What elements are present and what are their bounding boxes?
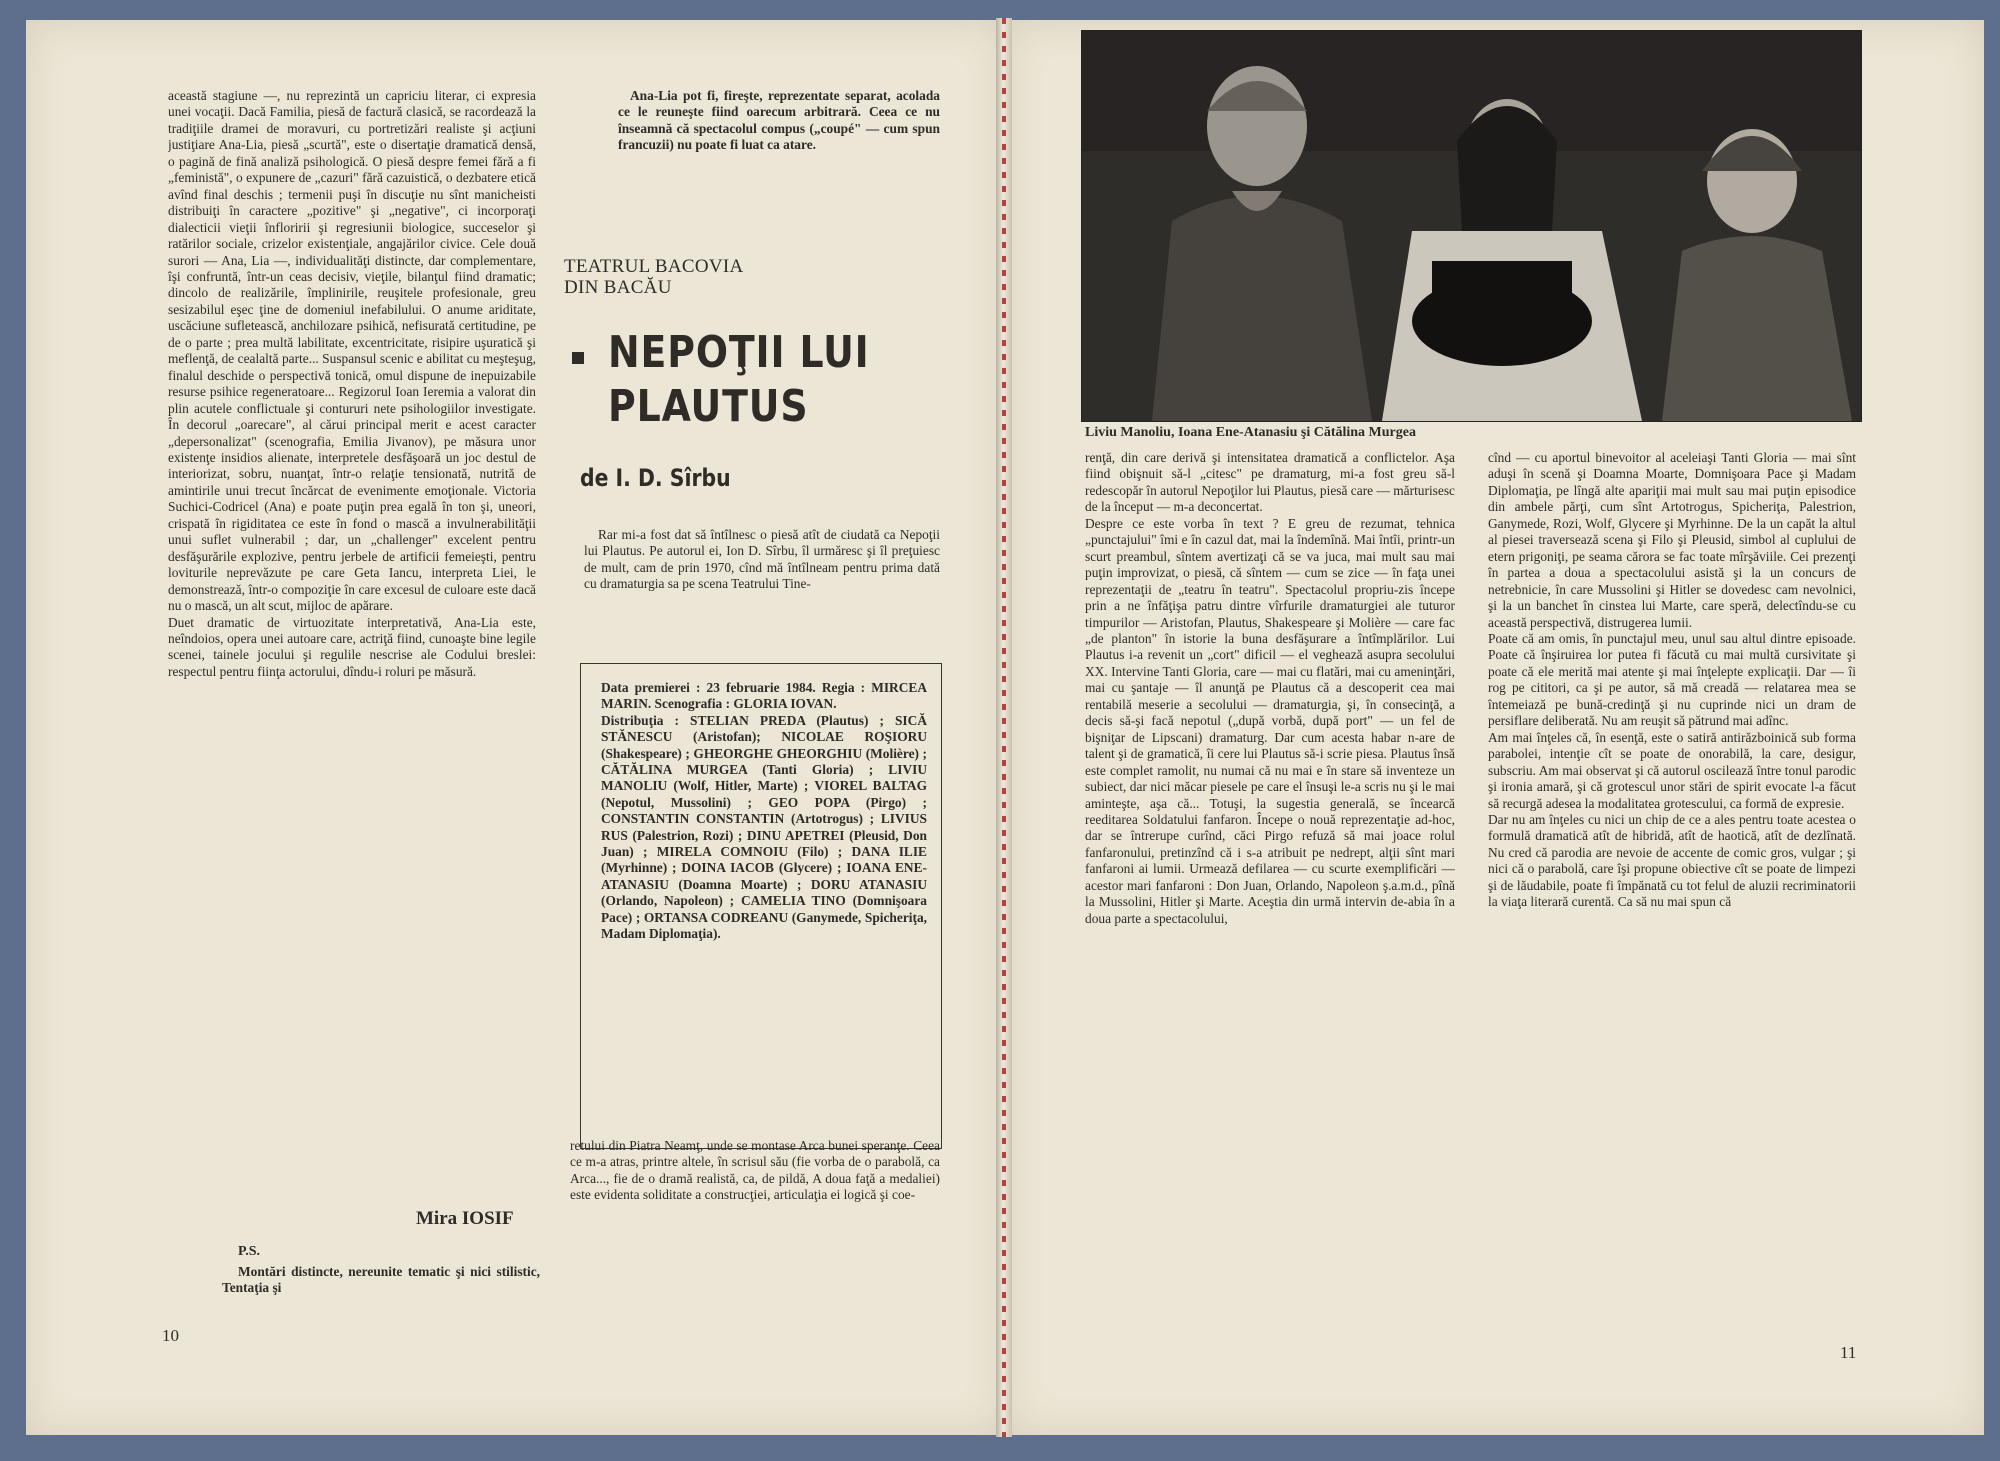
signature: Mira IOSIF: [416, 1208, 514, 1229]
right-page-number: 11: [1840, 1343, 1857, 1362]
article-intro: Rar mi-a fost dat să întîlnesc o piesă atît de ciudată ca Nepoţii lui Plautus. Pe autorul ei, Ion D. Sîrbu, îl urmăresc şi îl preţuiesc de mult, cam de prin 1970, cînd mă întîlneam pentru prima dată cu dramaturgia sa pe scena Teatrului Tine-: [584, 527, 940, 592]
theatre-name: TEATRUL BACOVIA DIN BACĂU: [564, 256, 744, 298]
author-byline: de I. D. Sîrbu: [580, 464, 731, 492]
title-line-2: PLAUTUS: [608, 381, 809, 432]
title-bullet: [572, 352, 584, 364]
title-line-1: NEPOŢII LUI: [608, 327, 870, 378]
photo-caption: Liviu Manoliu, Ioana Ene-Atanasiu şi Cătălina Murgea: [1085, 425, 1416, 440]
right-column-1: renţă, din care derivă şi intensitatea dramatică a conflictelor. Aşa fiind obişnuit să-l „citesc" pe dramaturg, mi-a fost greu să-l redescopăr în autorul Nepoţilor lui Plautus, piesă care — mărturisesc de la început — m-a deconcertat. Despre ce este vorba în text ? E greu de rezumat, tehnica „punctajului" îmi e în cazul dat, mai la îndemînă. Mai întîi, printr-un scurt preambul, sîntem avertizaţi că se va juca, mai mult sau mai puţin improvizat, o piesă, că sîntem — cum se zice — în faţa unei reprezentaţii de „teatru în teatru". Spectacolul propriu-zis începe prin a ne înfăţişa patru dintre vîrfurile dramaturgiei ale tuturor timpurilor — Aristofan, Plautus, Shakespeare şi Molière — care fac „de planton" în istorie la buna desfăşurare a întîmplărilor. Lui Plautus i-a revenit un „cort" dificil — el veghează asupra secolului XX. Intervine Tanti Gloria, care — mai cu flatări, mai cu ameninţări, mai cu şantaje — îl anunţă pe Plautus că a descoperit cea mai rentabilă meserie a secolului — dramaturgia, şi, în consecinţă, a decis să-şi facă nepotul („după vorbă, după port" — un fel de bişniţar de Lipscani) dramaturg. Dar cum acesta habar n-are de talent şi de gramatică, îi cere lui Plautus să-i scrie piesa. Plautus însă este complet ramolit, nu numai că nu mai e în stare să inventeze un subiect, dar nici măcar piesele pe care el însuşi le-a scris nu şi le mai aminteşte, aşa că... Totuşi, la sugestia generală, se încearcă reeditarea Soldatului fanfaron. Începe o nouă reprezentaţie ad-hoc, dar se întrerupe curînd, căci Pirgo refuză să mai joace rolul fanfaronului, pretinzînd că i s-a atribuit pe nedrept, alţii sînt mari fanfaroni ai lumii. Urmează defilarea — cu scurte exemplificări — acestor mari fanfaroni : Don Juan, Orlando, Napoleon ş.a.m.d., pînă la Mussolini, Hitler şi Marte. Aceştia din urmă intervin de-abia în a doua parte a spectacolului,: [1085, 450, 1455, 926]
article-title: [608, 326, 938, 438]
ps-label: P.S.: [238, 1244, 261, 1259]
left-page-number: 10: [162, 1326, 179, 1345]
production-photo: [1081, 30, 1862, 422]
ps-text: Montări distincte, nereunite tematic şi nici stilistic, Tentaţia şi: [222, 1264, 540, 1296]
spine-stitching: [1002, 18, 1006, 1437]
left-column-text: această stagiune —, nu reprezintă un capriciu literar, ci expresia unei vocaţii. Dacă Familia, piesă de factură clasică, se racordează la tradiţiile dramei de moravuri, cu portretizări realiste şi acţiuni justiţiare Ana-Lia, piesă „scurtă", este o disertaţie dramatică densă, o pagină de fină analiză psihologică. O piesă despre femei fără a fi „feministă", o expunere de „cazuri" fără cazuistică, o dezbatere etică avînd final deschis ; termenii puşi în discuţie nu sînt manicheisti distribuiţi în caractere „pozitive" şi „negative", ci incorporaţi dialecticii vieţii înfloririi şi regresiunii biologice, succeselor şi ratărilor sociale, crizelor existenţiale, angajărilor civice. Cele două surori — Ana, Lia —, individualităţi distincte, dar complementare, îşi confruntă, într-un ceas decisiv, vieţile, bilanţul fiind dramatic; dincolo de realizările, împlinirile, reuşitele profesionale, greu sesizabilul eşec ţine de domeniul inefabilului. O anume ariditate, uscăciune sufletească, anchilozare psihică, nefisurată certitudine, pe de o parte ; prea multă labilitate, excentricitate, risipire uşuratică şi meflenţă, de cealaltă parte... Suspansul scenic e abilitat cu meşteşug, finalul deschide o perspectivă tonică, omul dispune de inepuizabile resurse psihice regeneratoare... Regizorul Ioan Ieremia a valorat din plin acutele conflictuale şi contururi nete psihologiilor investigate. În decorul „oarecare", al cărui principal merit e acest caracter „depersonalizat" (scenografia, Emilia Jivanov), pe măsura unor existenţe insidios alienate, interpretele desfăşoară un joc destul de interiorizat, sobru, nuanţat, într-o relaţie tensionată, nutrită de amintirile unui trecut încărcat de evenimente emoţionale. Victoria Suchici-Codricel (Ana) e poate puţin prea egală în ton şi, uneori, crispată în rigiditatea ce este în fond o mască a invulnerabilităţii unui suflet vulnerabil ; dar, un „challenger" excelent pentru desfăşurările explozive, pentru jerbele de artificii femeieşti, pentru loviturile neprevăzute pe care Geta Iancu, interpreta Liei, le demonstrează, într-o compoziţie în care excesul de culoare este dacă nu o mască, un alt scut, mijloc de apărare. Duet dramatic de virtuozitate interpretativă, Ana-Lia este, neîndoios, opera unei autoare care, actriţă fiind, cunoaşte bine legile scenei, tainele jocului şi regulile nescrise ale Codului breslei: respectul pentru fiinţa actorului, dîndu-i roluri pe măsură.: [168, 88, 536, 679]
credits-box: Data premierei : 23 februarie 1984. Regia : MIRCEA MARIN. Scenografia : GLORIA IOVAN. Distribuţia : STELIAN PREDA (Plautus) ; SICĂ STĂNESCU (Aristofan); NICOLAE ROŞIORU (Shakespeare) ; GHEORGHE GHEORGHIU (Molière) ; CĂTĂLINA MURGEA (Tanti Gloria) ; LIVIU MANOLIU (Wolf, Hitler, Marte) ; VIOREL BALTAG (Nepotul, Mussolini) ; GEO POPA (Pirgo) ; CONSTANTIN CONSTANTIN (Artotrogus) ; LIVIUS RUS (Palestrion, Rozi) ; DINU APETREI (Pleusid, Don Juan) ; MIRELA COMNOIU (Filo) ; DANA ILIE (Myrhinne) ; DOINA IACOB (Glycere) ; IOANA ENE-ATANASIU (Doamna Moarte) ; DORU ATANASIU (Orlando, Napoleon) ; CAMELIA TINO (Domnişoara Pace) ; ORTANSA CODREANU (Ganymede, Spicheriţa, Madam Diplomaţia).: [580, 663, 942, 1149]
right-column-2: cînd — cu aportul binevoitor al aceleiaşi Tanti Gloria — mai sînt aduşi în scenă şi Doamna Moarte, Domnişoara Pace şi Madam Diplomaţia, pe lîngă alte apariţii mai mult sau mai puţin episodice din ambele părţi, cum sînt Artotrogus, Spicheriţa, Palestrion, Ganymede, Rozi, Wolf, Glycere şi Myrhinne. De la un capăt la altul al piesei traversează scena şi Filo şi Pleusid, simbol al cuplului de etern prigoniţi, pe seama cărora se fac toate mîrşăviile. Cei prezenţi în partea a doua a spectacolului asistă şi la un concurs de netrebnicie, în care Mussolini şi Hitler se dovedesc cam nevolnici, şi la un banchet în cinstea lui Marte, care speră, delectîndu-se cu această perspectivă, distrugerea lumii. Poate că am omis, în punctajul meu, unul sau altul dintre episoade. Poate că înşiruirea lor putea fi făcută cu mai multă cursivitate şi poate că ele merită mai atente şi mai înţelepte explicaţii. Dar — îi rog pe cititori, ca şi pe autor, să mă creadă — relatarea mea se întemeiază pe bună-credinţă şi nu cuprinde nici un dram de persiflare deliberată. Nu am reuşit să pătrund mai adînc. Am mai înţeles că, în esenţă, este o satiră antirăzboinică sub forma parabolei, intenţie cît se poate de onorabilă, la care, desigur, subscriu. Am mai observat şi că autorul oscilează între tonul parodic şi ironia amară, şi că grotescul unor stări de spirit evocate l-a făcut să recurgă adesea la modalitatea grotescului, ca formă de expresie. Dar nu am înţeles cu nici un chip de ce a ales pentru toate acestea o formulă dramatică atît de hibridă, atît de haotică, atît de dezlînată. Nu cred că parodia are nevoie de accente de comic gros, vulgar ; şi nici că o parabolă, care îşi propune obiective cît se poate de limpezi şi de lăudabile, poate fi împănată cu tot felul de aluzii recriminatorii la viaţa literară curentă. Ca să nu mai spun că: [1488, 450, 1856, 910]
photo-image: [1082, 31, 1861, 421]
intro-paragraph: Ana-Lia pot fi, fireşte, reprezentate separat, acolada ce le reuneşte fiind oarecum arbitrară. Ceea ce nu înseamnă că spectacolul compus („coupé" — cum spun francuzii) nu poate fi luat ca atare.: [618, 88, 940, 153]
article-continuation: retului din Piatra Neamţ, unde se montase Arca bunei speranţe. Ceea ce m-a atras, printre altele, în scrisul său (fie vorba de o parabolă, ca Arca..., fie de o dramă realistă, ca, de pildă, A doua faţă a medaliei) este evidenta soliditate a construcţiei, articulaţia ei logică şi coe-: [570, 1138, 940, 1203]
